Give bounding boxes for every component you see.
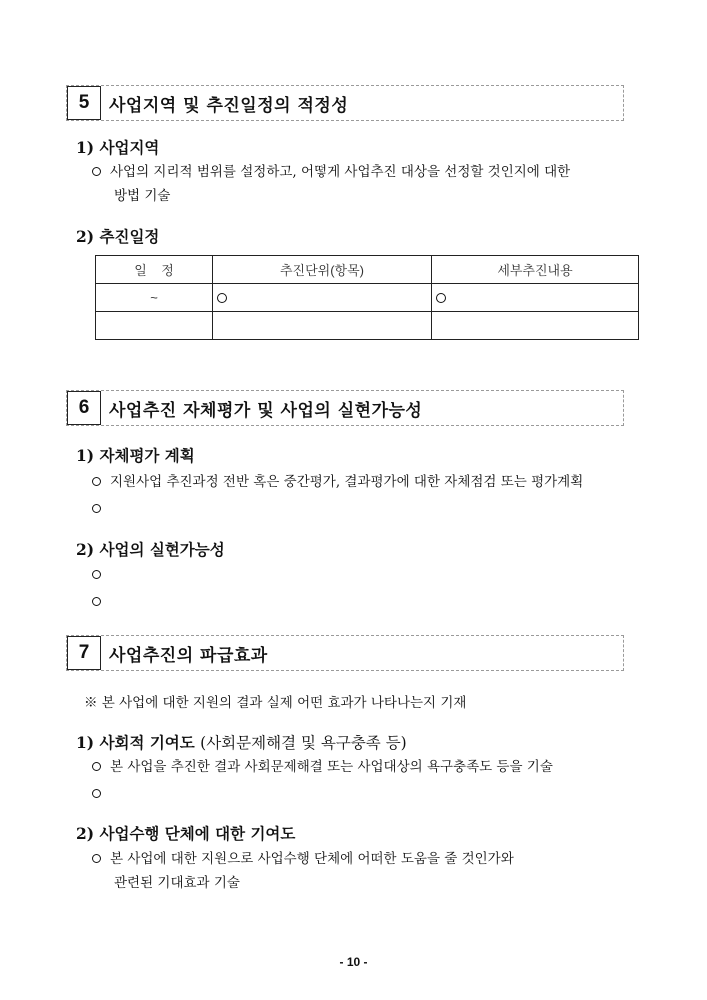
section-6-sub2-item: [92, 590, 637, 614]
schedule-table: [95, 255, 639, 340]
section-7-title: 사업추진의 파급효과: [109, 646, 268, 666]
table-header-cell: 일 정: [96, 256, 213, 284]
section-7-note: ※ 본 사업에 대한 지원의 결과 실제 어떤 효과가 나타나는지 기재: [84, 695, 467, 711]
table-header-cell: 세부추진내용: [432, 256, 639, 284]
item-text-line1: 사업의 지리적 범위를 설정하고, 어떻게 사업추진 대상을 선정할 것인지에 대한: [110, 164, 571, 180]
circle-bullet-icon: [92, 570, 101, 579]
table-row: [96, 312, 639, 340]
circle-bullet-icon: [217, 293, 227, 303]
table-cell-detail: [432, 284, 639, 312]
section-7-sub1-item: [92, 755, 637, 779]
section-7-sub2-label: 2) 사업수행 단체에 대한 기여도: [76, 824, 296, 843]
table-row: [96, 284, 639, 312]
section-6-sub2-item: [92, 563, 637, 587]
section-7-sub1-item: [92, 782, 637, 806]
section-5-number: 5: [67, 86, 101, 120]
item-text-line2: 방법 기술: [114, 188, 171, 204]
circle-bullet-icon: [436, 293, 446, 303]
section-6-header: [66, 390, 624, 426]
circle-bullet-icon: [92, 504, 101, 513]
section-5-sub2-label: 2) 추진일정: [76, 227, 160, 246]
table-cell-unit: [213, 284, 432, 312]
section-7-header: [66, 635, 624, 671]
circle-bullet-icon: [92, 167, 101, 176]
section-5-header: [66, 85, 624, 121]
item-text-line1: 본 사업에 대한 지원으로 사업수행 단체에 어떠한 도움을 줄 것인가와: [110, 851, 514, 867]
circle-bullet-icon: [92, 854, 101, 863]
section-6-sub1-label: 1) 자체평가 계획: [76, 446, 195, 465]
circle-bullet-icon: [92, 477, 101, 486]
page-number: - 10 -: [339, 955, 368, 969]
circle-bullet-icon: [92, 762, 101, 771]
sub-label-main: 1) 사회적 기여도: [76, 733, 195, 752]
section-6-sub1-item: [92, 470, 637, 494]
table-cell-date: [96, 312, 213, 340]
section-6-number: 6: [67, 391, 101, 425]
section-5-sub1-item: [92, 160, 637, 208]
section-7-sub1-label: [76, 731, 407, 753]
section-6-sub1-item: [92, 497, 637, 521]
item-text-line2: 관련된 기대효과 기술: [114, 875, 240, 891]
circle-bullet-icon: [92, 789, 101, 798]
circle-bullet-icon: [92, 597, 101, 606]
table-cell-date: ~: [96, 284, 213, 312]
table-header-row: [96, 256, 639, 284]
section-6-sub2-label: 2) 사업의 실현가능성: [76, 540, 225, 559]
item-text: 지원사업 추진과정 전반 혹은 중간평가, 결과평가에 대한 자체점검 또는 평가계획: [110, 474, 584, 490]
section-7-number: 7: [67, 636, 101, 670]
table-header-cell: 추진단위(항목): [213, 256, 432, 284]
section-7-sub2-item: [92, 847, 637, 895]
section-5-sub1-label: 1) 사업지역: [76, 138, 160, 157]
section-6-title: 사업추진 자체평가 및 사업의 실현가능성: [109, 401, 423, 421]
section-5-title: 사업지역 및 추진일정의 적정성: [109, 96, 349, 116]
table-cell-unit: [213, 312, 432, 340]
sub-label-extra: (사회문제해결 및 욕구충족 등): [200, 734, 407, 752]
item-text: 본 사업을 추진한 결과 사회문제해결 또는 사업대상의 욕구충족도 등을 기술: [110, 759, 553, 775]
table-cell-detail: [432, 312, 639, 340]
